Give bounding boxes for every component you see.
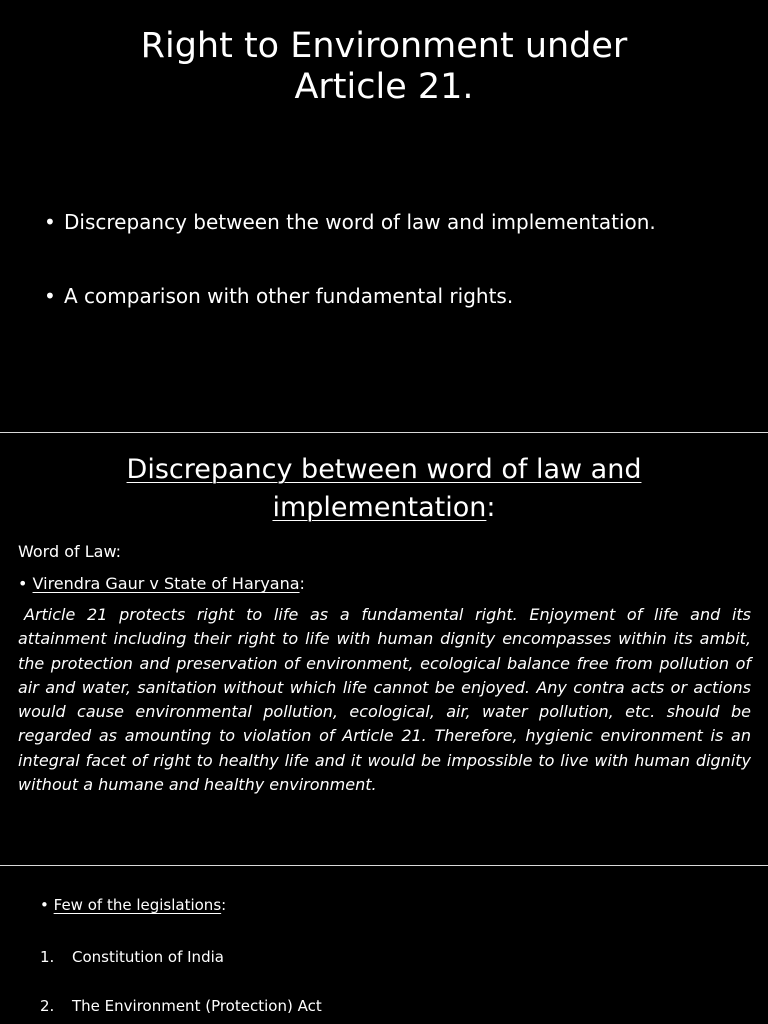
slide-1-bullet: • Discrepancy between the word of law and implementation. — [44, 208, 656, 236]
word-of-law-label: Word of Law: — [18, 542, 122, 561]
case-citation — [18, 572, 305, 596]
legislations-list — [40, 945, 322, 1018]
slide-2-title-underlined: implementation — [272, 492, 487, 523]
case-colon: : — [299, 574, 305, 593]
list-item — [40, 994, 322, 1018]
case-bullet: • — [18, 574, 28, 593]
slide-1-title — [0, 26, 768, 108]
case-name: Virendra Gaur v State of Haryana — [32, 574, 300, 593]
list-item-text: The Environment (Protection) Act — [72, 997, 322, 1015]
slide-2-title — [0, 451, 768, 527]
legislations-heading — [40, 893, 226, 917]
list-item-number: 1. — [40, 948, 55, 966]
slide-1-title-line-2: Article 21. — [294, 67, 474, 107]
slide-3 — [0, 866, 768, 1024]
legislations-bullet: • — [40, 896, 49, 914]
slide-1-title-line-1: Right to Environment under — [140, 26, 628, 66]
slide-1-bullet-list — [44, 208, 656, 310]
legislations-heading-text: Few of the legislations — [53, 896, 222, 914]
slide-2 — [0, 433, 768, 865]
slide-1-bullet: • A comparison with other fundamental rights. — [44, 282, 656, 310]
judgment-quote: Article 21 protects right to life as a fundamental right. Enjoyment of life and its attainment including their right to life with human dignity encompasses within its ambit, the protection and preservation of environment, ecological balance free from pollution of air and water, sanitation without which life cannot be enjoyed. Any contra acts or actions would cause environmental pollution, ecological, air, water pollution, etc. should be regarded as amounting to violation of Article 21. Therefore, hygienic environment is an integral facet of right to healthy life and it would be impossible to live with human dignity without a humane and healthy environment. — [18, 605, 751, 795]
slide-2-title-colon: : — [486, 492, 496, 523]
list-item — [40, 945, 322, 969]
list-item-text: Constitution of India — [72, 948, 224, 966]
slide-2-title-line-1: Discrepancy between word of law and — [126, 454, 642, 485]
slide-1 — [0, 0, 768, 432]
list-item-number: 2. — [40, 997, 55, 1015]
legislations-heading-colon: : — [221, 896, 227, 914]
